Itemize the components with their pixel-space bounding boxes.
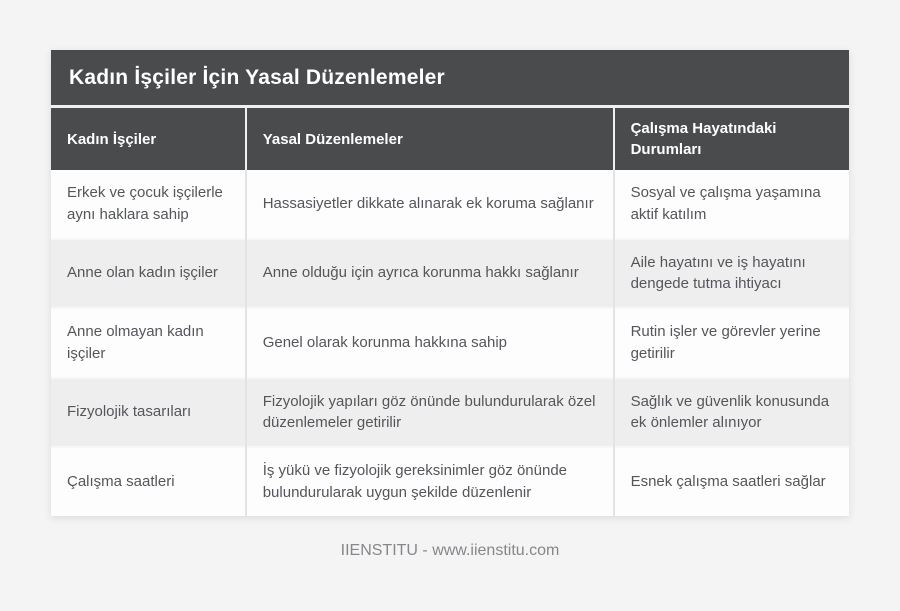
page-title: Kadın İşçiler İçin Yasal Düzenlemeler [51,50,849,108]
regulations-table [51,108,849,516]
table-row [51,447,849,516]
table-cell: Anne olduğu için ayrıca korunma hakkı sağlanır [246,239,614,309]
table-row [51,239,849,309]
table-row [51,308,849,378]
table-cell: Fizyolojik tasarıları [51,378,246,448]
table-header [51,108,849,170]
table-cell: Fizyolojik yapıları göz önünde bulundurularak özel düzenlemeler getirilir [246,378,614,448]
table-row [51,378,849,448]
table-cell: Rutin işler ve görevler yerine getirilir [614,308,849,378]
table-row [51,170,849,239]
table-cell: Çalışma saatleri [51,447,246,516]
table-body [51,170,849,516]
table-cell: İş yükü ve fizyolojik gereksinimler göz önünde bulundurularak uygun şekilde düzenlenir [246,447,614,516]
table-cell: Anne olmayan kadın işçiler [51,308,246,378]
column-header-calisma-hayatindaki-durumlari: Çalışma Hayatındaki Durumları [614,108,849,170]
table-cell: Esnek çalışma saatleri sağlar [614,447,849,516]
table-cell: Aile hayatını ve iş hayatını dengede tutma ihtiyacı [614,239,849,309]
table-cell: Sosyal ve çalışma yaşamına aktif katılım [614,170,849,239]
table-cell: Anne olan kadın işçiler [51,239,246,309]
regulations-table-card [51,50,849,516]
table-cell: Hassasiyetler dikkate alınarak ek koruma sağlanır [246,170,614,239]
table-cell: Erkek ve çocuk işçilerle aynı haklara sahip [51,170,246,239]
source-attribution: IIENSTITU - www.iienstitu.com [340,541,560,559]
table-header-row [51,108,849,170]
table-cell: Sağlık ve güvenlik konusunda ek önlemler alınıyor [614,378,849,448]
column-header-yasal-duzenlemeler: Yasal Düzenlemeler [246,108,614,170]
table-cell: Genel olarak korunma hakkına sahip [246,308,614,378]
column-header-kadin-iscilar: Kadın İşçiler [51,108,246,170]
